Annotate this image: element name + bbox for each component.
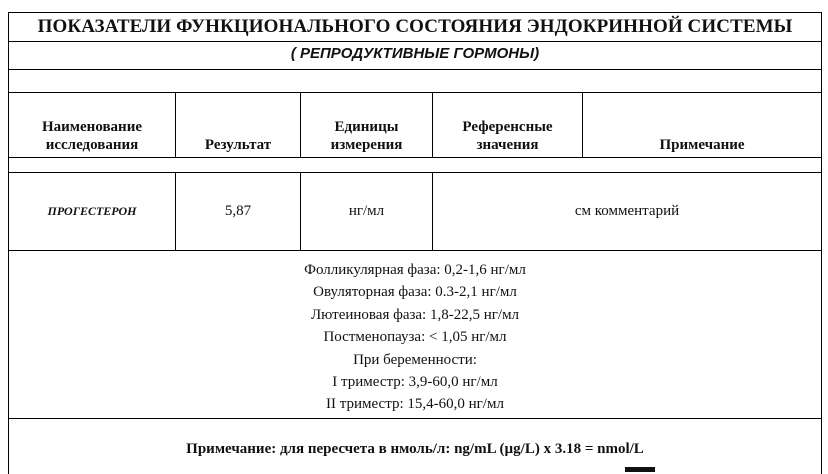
table-row-test-name: ПРОГЕСТЕРОН — [9, 173, 176, 250]
reference-line: I триместр: 3,9-60,0 нг/мл — [332, 374, 498, 391]
header-test-name: Наименование исследования — [9, 93, 176, 157]
reference-line: Лютеиновая фаза: 1,8-22,5 нг/мл — [310, 306, 520, 323]
conversion-note: Примечание: для пересчета в нмоль/л: ng/mL (µg/L) x 3.18 = nmol/L — [186, 441, 644, 457]
header-reference-values: Референсные значения — [433, 93, 583, 157]
table-row-reference: см комментарий — [574, 203, 680, 219]
reference-line: II триместр: 15,4-60,0 нг/мл — [326, 396, 504, 413]
scan-artifact — [625, 467, 655, 472]
reference-line: При беременности: — [353, 351, 477, 368]
divider — [9, 250, 821, 251]
header-note: Примечание — [659, 137, 745, 153]
table-row-result: 5,87 — [176, 173, 301, 250]
table-row-units: нг/мл — [301, 173, 433, 250]
header-result: Результат — [176, 93, 301, 157]
spacer-row — [9, 70, 821, 93]
reference-line: Овуляторная фаза: 0.3-2,1 нг/мл — [313, 284, 517, 301]
reference-line: Фолликулярная фаза: 0,2-1,6 нг/мл — [304, 262, 526, 278]
divider — [9, 157, 821, 158]
report-subtitle: ( РЕПРОДУКТИВНЫЕ ГОРМОНЫ) — [9, 41, 821, 70]
divider — [9, 418, 821, 419]
reference-ranges — [9, 259, 821, 416]
report-title: ПОКАЗАТЕЛИ ФУНКЦИОНАЛЬНОГО СОСТОЯНИЯ ЭНДОКРИННОЙ СИСТЕМЫ — [9, 12, 821, 42]
lab-report-sheet — [8, 12, 822, 474]
header-units: Единицы измерения — [301, 93, 433, 157]
reference-line: Постменопауза: < 1,05 нг/мл — [323, 329, 507, 346]
